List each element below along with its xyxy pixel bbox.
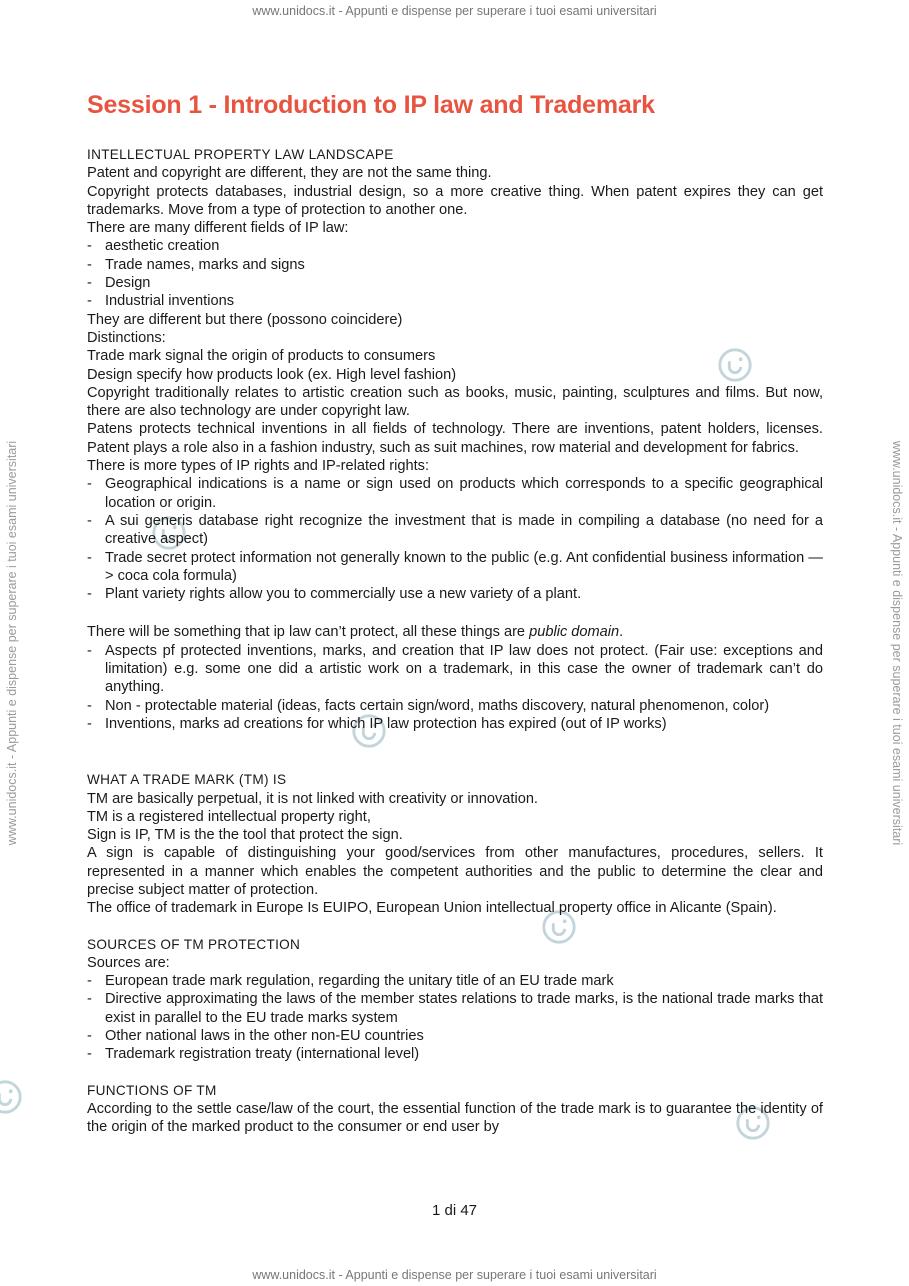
paragraph: Distinctions: — [87, 329, 166, 346]
section-heading: WHAT A TRADE MARK (TM) IS — [87, 772, 287, 788]
list-item: - Trademark registration treaty (international level) — [87, 1045, 823, 1063]
list-item: - Trade secret protect information not generally known to the public (e.g. Ant confidential business information —> coca cola formula) — [87, 549, 823, 586]
paragraph: Patent and copyright are different, they are not the same thing. — [87, 165, 492, 182]
paragraph: There are many different fields of IP law: — [87, 220, 349, 237]
bullet-list — [87, 475, 823, 603]
paragraph: Patens protects technical inventions in all fields of technology. There are inventions, patent holders, licenses. Patent plays a role also in a fashion industry, such as suit machines, row material and development for fabrics. — [87, 421, 823, 456]
paragraph — [87, 623, 823, 641]
list-item: - Design — [87, 274, 823, 292]
page-title: Session 1 - Introduction to IP law and Trademark — [87, 91, 655, 119]
paragraph: TM are basically perpetual, it is not linked with creativity or innovation. — [87, 790, 538, 807]
paragraph: Trade mark signal the origin of products to consumers — [87, 348, 436, 365]
page-number: 1 di 47 — [431, 1202, 478, 1219]
document-body — [87, 88, 823, 1137]
list-item: - Trade names, marks and signs — [87, 256, 823, 274]
paragraph: Sources are: — [87, 954, 170, 971]
list-item: - Directive approximating the laws of the member states relations to trade marks, is the national trade marks that exist in parallel to the EU trade marks system — [87, 990, 823, 1027]
watermark-top: www.unidocs.it - Appunti e dispense per superare i tuoi esami universitari — [252, 4, 657, 18]
list-item: - Geographical indications is a name or sign used on products which corresponds to a specific geographical location or origin. — [87, 475, 823, 512]
list-item: - Aspects pf protected inventions, marks, and creation that IP law does not protect. (Fair use: exceptions and limitation) e.g. some one did a artistic work on a trademark, in this case the owner of trademark can’t do anything. — [87, 642, 823, 697]
paragraph: There is more types of IP rights and IP-related rights: — [87, 458, 430, 475]
paragraph: The office of trademark in Europe Is EUIPO, European Union intellectual property office in Alicante (Spain). — [87, 900, 777, 917]
paragraph-text: There will be something that ip law can’t protect, all these things are — [87, 624, 530, 641]
paragraph: Copyright traditionally relates to artistic creation such as books, music, painting, sculptures and films. But now, there are also technology are under copyright law. — [87, 384, 823, 420]
paragraph-text: . — [619, 624, 624, 641]
section-heading: SOURCES OF TM PROTECTION — [87, 936, 301, 952]
paragraph: According to the settle case/law of the court, the essential function of the trade mark is to guarantee the identity of the origin of the marked product to the consumer or end user by — [87, 1100, 823, 1136]
section-heading: INTELLECTUAL PROPERTY LAW LANDSCAPE — [87, 147, 394, 162]
list-item: - aesthetic creation — [87, 237, 823, 255]
list-item: - A sui generis database right recognize the investment that is made in compiling a database (no need for a creative aspect) — [87, 512, 823, 549]
bullet-list — [87, 237, 823, 310]
list-item: - Inventions, marks ad creations for which IP law protection has expired (out of IP works) — [87, 715, 823, 733]
watermark-left: www.unidocs.it - Appunti e dispense per superare i tuoi esami universitari — [5, 440, 19, 846]
watermark-bottom: www.unidocs.it - Appunti e dispense per superare i tuoi esami universitari — [252, 1268, 657, 1282]
paragraph: TM is a registered intellectual property right, — [87, 808, 371, 825]
section-heading: FUNCTIONS OF TM — [87, 1082, 217, 1098]
paragraph: They are different but there (possono coincidere) — [87, 311, 403, 328]
bullet-list — [87, 642, 823, 733]
unidocs-logo-icon — [0, 1078, 24, 1116]
list-item: - Plant variety rights allow you to commercially use a new variety of a plant. — [87, 585, 823, 603]
paragraph: Copyright protects databases, industrial design, so a more creative thing. When patent expires they can get trademarks. Move from a type of protection to another one. — [87, 183, 823, 218]
list-item: - Non - protectable material (ideas, facts certain sign/word, maths discovery, natural phenomenon, color) — [87, 697, 823, 715]
list-item: - Other national laws in the other non-EU countries — [87, 1027, 823, 1045]
emphasis-text: public domain — [529, 624, 620, 641]
bullet-list — [87, 972, 823, 1063]
paragraph: Design specify how products look (ex. High level fashion) — [87, 366, 457, 383]
watermark-right: www.unidocs.it - Appunti e dispense per superare i tuoi esami universitari — [890, 440, 904, 846]
list-item: - European trade mark regulation, regarding the unitary title of an EU trade mark — [87, 972, 823, 990]
paragraph: Sign is IP, TM is the the tool that protect the sign. — [87, 827, 403, 844]
paragraph: A sign is capable of distinguishing your good/services from other manufactures, procedures, sellers. It represented in a manner which enables the competent authorities and the public to determine the clear and precise subject matter of protection. — [87, 845, 823, 898]
list-item: - Industrial inventions — [87, 292, 823, 310]
